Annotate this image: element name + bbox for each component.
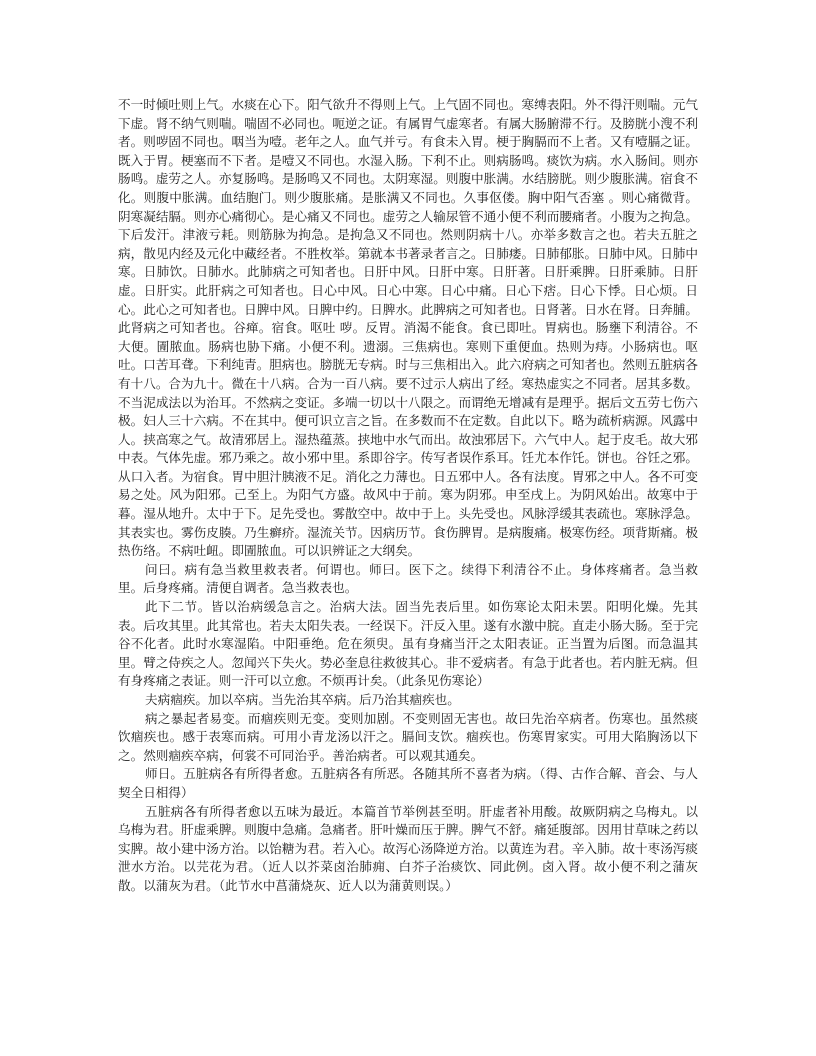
paragraph-1: 不一时倾吐则上气。水痰在心下。阳气欲升不得则上气。上气固不同也。寒缚表阳。外不得汗则喘。元气下虚。肾不纳气则喘。喘固不必同也。呃逆之证。有属胃气虚寒者。有属大肠腑滞不行。及膀胱小溲不利者。则哕固不同也。咽当为噎。老年之人。血气并亏。有食未入胃。梗于胸膈而不上者。又有噎膈之证。既入于胃。梗塞而不下者。是噎又不同也。水湿入肠。下利不止。则病肠鸣。痰饮为病。水入肠间。则亦肠鸣。虚劳之人。亦复肠鸣。是肠鸣又不同也。太阴寒湿。则腹中胀满。水结膀胱。则少腹胀满。宿食不化。则腹中胀满。血结胞门。则少腹胀痛。是胀满又不同也。久事伛偻。胸中阳气否塞 。则心痛微背。阴寒凝结膈。则亦心痛彻心。是心痛又不同也。虚劳之人输尿管不通小便不利而腰痛者。小腹为之拘急。下后发汗。津液亏耗。则筋脉为拘急。是拘急又不同也。然则阴病十八。亦举多数言之也。若夫五脏之病，散见内经及元化中藏经者。不胜枚举。第就本书著录者言之。日肺痿。日肺郁胀。日肺中风。日肺中寒。日肺饮。日肺水。此肺病之可知者也。日肝中风。日肝中寒。日肝著。日肝乘脾。日肝乘肺。日肝虚。日肝实。此肝病之可知者也。日心中风。日心中寒。日心中痛。日心下痞。日心下悸。日心烦。日心。此心之可知者也。日脾中风。日脾中约。日脾水。此脾病之可知者也。日肾著。日水在肾。日奔脯。此肾病之可知者也。谷瘅。宿食。呕吐 哕。反胃。消渴不能食。食已即吐。胃病也。肠壅下利清谷。不大便。圊脓血。肠病也胁下痛。小便不利。遗溺。三焦病也。寒则下重便血。热则为痔。小肠病也。呕吐。口苦耳聋。下利纯青。胆病也。膀胱无专病。时与三焦相出入。此六府病之可知者也。然则五脏病各有十八。合为九十。微在十八病。合为一百八病。要不过示人病出了经。寒热虚实之不同者。居其多数。不当泥成法以为治耳。不然病之变证。多端一切以十八限之。而谓绝无增减有是理乎。据后文五劳七伤六极。妇人三十六病。不在其中。便可识立言之旨。在多数而不在定数。自此以下。略为疏析病源。风露中人。挟高寒之气。故清邪居上。湿热蕴蒸。挟地中水气而出。故浊邪居下。六气中人。起于皮毛。故大邪中表。气体先虚。邪乃乘之。故小邪中里。系即谷字。传写者误作系耳。饪尤本作饦。饼也。谷饪之邪。从口入者。为宿食。胃中胆汁胰液不足。消化之力薄也。日五邪中人。各有法度。胃邪之中人。各不可变易之处。风为阳邪。己至上。为阳气方盛。故风中于前。寒为阴邪。申至戌上。为阴风始出。故寒中于暮。湿从地升。太中于下。足先受也。雾散空中。故中于上。头先受也。风脉浮缓其表疏也。寒脉浮急。其表实也。雾伤皮腠。乃生癣疥。湿流关节。因病历节。食伤脾胃。是病腹痛。极寒伤经。项背斯痛。极热伤络。不病吐衄。即圊脓血。可以识辨证之大纲矣。 — [118, 97, 698, 559]
paragraph-4: 夫病痼疾。加以卒病。当先治其卒病。后乃治其痼疾也。 — [145, 692, 460, 707]
paragraph-2: 问曰。病有急当救里救表者。何谓也。师曰。医下之。续得下利清谷不止。身体疼痛者。急当救里。后身疼痛。清便自调者。急当救表也。 — [118, 561, 698, 596]
paragraph-7: 五脏病各有所得者愈以五味为最近。本篇首节举例甚至明。肝虚者补用酸。故厥阴病之乌梅丸。以乌梅为君。肝虚乘脾。则腹中急痛。急痛者。肝叶燥而压于脾。脾气不舒。痛延腹部。因用甘草味之药以实脾。故小建中汤方治。以饴糖为君。若入心。故泻心汤降逆方治。以黄连为君。辛入肺。故十枣汤泻痰泄水方治。以芫花为君。（近人以芥菜卤治肺痈、白芥子治痰饮、同此例。卤入肾。故小便不利之蒲灰散。以蒲灰为君。（此节水中菖蒲烧灰、近人以为蒲黄则误。） — [118, 803, 698, 893]
paragraph-3: 此下二节。皆以治病缓急言之。治病大法。固当先表后里。如伤寒论太阳未罢。阳明化燥。先其表。后攻其里。此其常也。若夫太阳失表。一经误下。汗反入里。遂有水激中脘。直走小肠大肠。至于完谷不化者。此时水寒湿陷。中阳垂绝。危在须臾。虽有身痛当汗之太阳表证。正当置为后图。而急温其里。臂之侍疾之人。忽闻兴下失火。势必奎息往救彼其心。非不爱病者。有急于此者也。若内脏无病。但有身疼痛之表证。则一汗可以立愈。不烦再计矣。（此条见伤寒论） — [118, 599, 698, 689]
document-page — [118, 96, 698, 896]
paragraph-6: 师日。五脏病各有所得者愈。五脏病各有所恶。各随其所不喜者为病。（得、古作合解、音会、与人契全日相得） — [118, 766, 698, 800]
paragraph-5: 病之暴起者易变。而痼疾则无变。变则加剧。不变则固无害也。故曰先治卒病者。伤寒也。虽然痰饮痼疾也。感于表寒而病。可用小青龙汤以汗之。膈间支饮。痼疾也。伤寒胃家实。可用大陷胸汤以下之。然则痼疾卒病，何裳不可同治乎。善治病者。可以观其通矣。 — [118, 710, 698, 763]
